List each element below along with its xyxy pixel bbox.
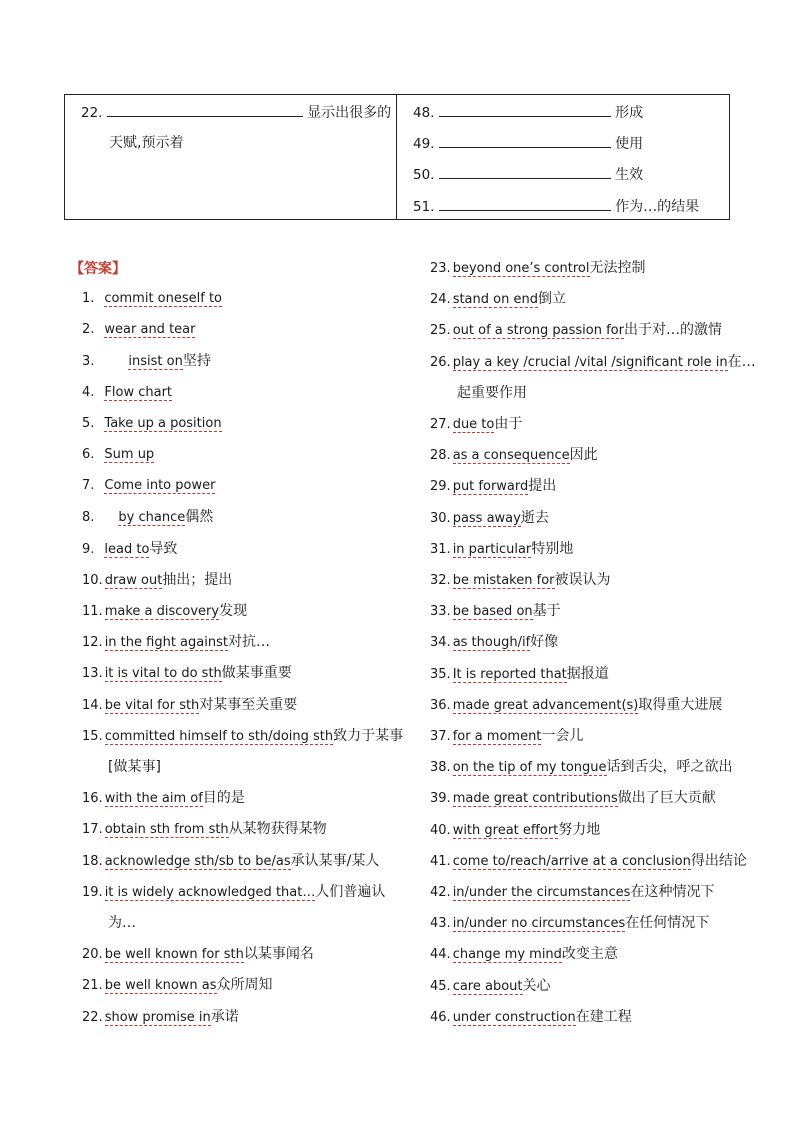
answer-phrase: as a consequence xyxy=(452,448,570,464)
answer-phrase: under construction xyxy=(452,1009,576,1025)
answer-meaning: 一会儿 xyxy=(541,728,584,744)
answer-phrase: for a moment xyxy=(452,729,542,744)
answer-number: 42. xyxy=(430,885,451,900)
answer-item xyxy=(82,664,292,683)
answer-item xyxy=(430,477,556,496)
answer-number: 30. xyxy=(430,510,451,526)
answer-item xyxy=(430,1008,632,1027)
answer-number: 33. xyxy=(430,604,451,620)
question-number: 50. xyxy=(413,167,435,183)
answer-item xyxy=(82,633,270,652)
answer-meaning: 在… xyxy=(727,353,756,370)
answer-meaning: 特别地 xyxy=(531,540,574,557)
answer-phrase: made great contributions xyxy=(452,791,618,807)
answer-phrase: draw out xyxy=(104,572,163,588)
answer-phrase: put forward xyxy=(452,479,529,495)
answer-item xyxy=(430,290,566,309)
answer-blank[interactable] xyxy=(439,103,611,117)
answer-item xyxy=(82,384,172,402)
answer-number: 32. xyxy=(430,573,451,588)
answer-item xyxy=(82,290,222,308)
answer-meaning: 倒立 xyxy=(537,291,566,308)
answer-number: 37. xyxy=(430,729,451,744)
answer-phrase: acknowledge sth/sb to be/as xyxy=(104,853,291,869)
answer-meaning: 抽出；提出 xyxy=(162,571,233,588)
answer-phrase: pass away xyxy=(452,510,521,526)
answer-meaning: 做某事重要 xyxy=(221,665,292,682)
answer-item xyxy=(430,259,646,278)
answer-phrase: commit oneself to xyxy=(104,291,223,306)
answer-phrase: be vital for sth xyxy=(104,697,200,713)
question-51 xyxy=(413,197,699,216)
answer-meaning: 为… xyxy=(108,915,136,931)
question-number: 49. xyxy=(413,136,435,152)
answer-item xyxy=(108,758,161,777)
answer-meaning: 提出 xyxy=(528,478,557,495)
answer-item xyxy=(82,415,222,433)
answer-meaning: 在建工程 xyxy=(575,1008,632,1025)
answer-number: 17. xyxy=(82,822,103,838)
answer-number: 36. xyxy=(430,697,451,713)
answer-number: 27. xyxy=(430,417,451,432)
answer-phrase: be well known as xyxy=(104,978,217,994)
answer-item xyxy=(430,602,561,621)
answer-phrase: It is reported that xyxy=(452,666,567,682)
answer-blank[interactable] xyxy=(439,197,611,211)
answer-number: 4. xyxy=(82,384,95,400)
answer-number: 45. xyxy=(430,978,451,994)
answer-phrase: due to xyxy=(452,417,495,432)
answer-phrase: in the fight against xyxy=(104,635,228,651)
answer-phrase: change my mind xyxy=(452,947,562,963)
question-text: 显示出很多的 xyxy=(307,105,392,121)
question-text: 形成 xyxy=(615,105,644,121)
answer-meaning: 偶然 xyxy=(185,509,214,526)
answer-number: 21. xyxy=(82,978,103,994)
question-table-right xyxy=(397,95,729,219)
answer-number: 25. xyxy=(430,323,451,339)
answer-item xyxy=(430,883,714,902)
answer-item xyxy=(82,727,403,746)
answer-meaning: 发现 xyxy=(219,603,248,619)
answer-number: 20. xyxy=(82,947,103,963)
answer-number: 7. xyxy=(82,478,95,494)
answer-meaning: 在这种情况下 xyxy=(630,884,715,900)
answer-phrase: committed himself to sth/doing sth xyxy=(104,728,334,744)
answer-meaning: 对某事至关重要 xyxy=(199,696,298,713)
answer-number: 16. xyxy=(82,791,103,807)
answer-phrase: care about xyxy=(452,978,523,994)
answer-meaning: 目的是 xyxy=(202,790,245,807)
answer-meaning: 据报道 xyxy=(566,665,609,682)
answer-item xyxy=(82,820,327,839)
answer-item xyxy=(430,509,549,528)
question-text: 作为…的结果 xyxy=(615,199,700,215)
answer-meaning: 在任何情况下 xyxy=(625,915,710,932)
answer-item xyxy=(82,571,232,590)
answer-item xyxy=(430,353,756,372)
answer-phrase: make a discovery xyxy=(104,604,220,619)
answer-meaning: 逝去 xyxy=(520,509,549,526)
answer-number: 6. xyxy=(82,447,95,462)
answer-meaning: 被误认为 xyxy=(554,572,611,588)
answer-item xyxy=(430,914,709,933)
answer-number: 14. xyxy=(82,697,103,713)
answer-phrase: in particular xyxy=(452,541,532,557)
answer-meaning: 得出结论 xyxy=(690,852,747,869)
answer-phrase: obtain sth from sth xyxy=(104,822,229,838)
answer-number: 19. xyxy=(82,884,103,900)
answer-meaning: 无法控制 xyxy=(589,260,646,276)
answer-item xyxy=(82,945,314,964)
answer-number: 3. xyxy=(82,354,95,370)
question-number: 48. xyxy=(413,105,435,121)
answer-item xyxy=(430,977,551,996)
answer-phrase: play a key /crucial /vital /significant role in xyxy=(452,354,728,370)
answer-number: 39. xyxy=(430,791,451,807)
answer-phrase: show promise in xyxy=(104,1009,211,1025)
answer-item xyxy=(82,1008,239,1027)
answer-number: 12. xyxy=(82,635,103,651)
answer-number: 18. xyxy=(82,853,103,869)
question-48 xyxy=(413,103,643,122)
answer-item xyxy=(457,384,527,403)
question-22 xyxy=(81,103,391,122)
answer-phrase: made great advancement(s) xyxy=(452,697,639,713)
answer-item xyxy=(430,446,598,465)
answer-item xyxy=(430,665,609,684)
answer-number: 5. xyxy=(82,415,95,431)
answer-meaning: [做某事] xyxy=(108,759,161,775)
answer-number: 2. xyxy=(82,322,95,338)
answer-meaning: 因此 xyxy=(569,447,598,464)
answer-meaning: 对抗… xyxy=(227,634,270,651)
answer-item xyxy=(82,352,211,371)
answer-meaning: 人们普遍认 xyxy=(315,883,386,900)
answer-meaning: 出于对…的激情 xyxy=(623,322,722,339)
answer-item xyxy=(82,883,385,902)
answer-item xyxy=(430,945,618,964)
answer-number: 8. xyxy=(82,510,95,526)
answer-number: 34. xyxy=(430,635,451,651)
answer-item xyxy=(82,321,195,339)
answer-phrase: wear and tear xyxy=(104,322,196,338)
answer-number: 44. xyxy=(430,947,451,963)
answer-item xyxy=(82,446,154,464)
answer-phrase: as though/if xyxy=(452,635,531,651)
answer-meaning: 致力于某事 xyxy=(333,727,404,744)
answer-phrase: Take up a position xyxy=(104,415,222,431)
answer-number: 24. xyxy=(430,292,451,308)
answer-number: 29. xyxy=(430,479,451,495)
answer-number: 41. xyxy=(430,853,451,869)
answer-meaning: 承认某事/某人 xyxy=(290,852,380,869)
answer-number: 38. xyxy=(430,760,451,776)
answer-number: 9. xyxy=(82,541,95,557)
answer-phrase: on the tip of my tongue xyxy=(452,760,607,776)
answer-number: 26. xyxy=(430,354,451,370)
answer-meaning: 努力地 xyxy=(558,821,601,838)
answer-item xyxy=(108,914,136,933)
answer-blank[interactable] xyxy=(439,134,611,148)
answer-item xyxy=(430,758,733,777)
answer-item xyxy=(430,415,522,434)
answer-phrase: be based on xyxy=(452,604,533,620)
answer-number: 15. xyxy=(82,728,103,744)
answer-number: 31. xyxy=(430,541,451,557)
question-22-continuation: 天赋,预示着 xyxy=(109,135,184,151)
answer-phrase: insist on xyxy=(128,354,183,370)
answer-number: 35. xyxy=(430,666,451,682)
answer-item xyxy=(430,789,716,808)
answer-phrase: it is widely acknowledged that… xyxy=(104,884,316,900)
answer-phrase: with the aim of xyxy=(104,791,203,807)
answer-phrase: it is vital to do sth xyxy=(104,666,222,682)
answer-phrase: in/under no circumstances xyxy=(452,916,626,932)
answer-meaning: 做出了巨大贡献 xyxy=(617,790,716,807)
answer-meaning: 关心 xyxy=(522,977,551,994)
answer-meaning: 坚持 xyxy=(182,353,211,370)
answer-number: 46. xyxy=(430,1009,451,1025)
answer-phrase: be well known for sth xyxy=(104,947,244,963)
answer-meaning: 话到舌尖，呼之欲出 xyxy=(606,759,733,776)
answer-number: 43. xyxy=(430,916,451,932)
answer-number: 10. xyxy=(82,572,103,588)
answer-meaning: 好像 xyxy=(530,634,559,651)
answer-item xyxy=(430,696,722,715)
answer-meaning: 众所周知 xyxy=(216,977,273,994)
answer-number: 28. xyxy=(430,448,451,464)
answer-phrase: out of a strong passion for xyxy=(452,323,624,339)
answers-heading: 【答案】 xyxy=(70,261,126,277)
question-50 xyxy=(413,165,643,184)
answer-item xyxy=(82,852,379,871)
answer-number: 13. xyxy=(82,666,103,682)
question-text: 生效 xyxy=(615,167,644,183)
answer-phrase: stand on end xyxy=(452,292,538,308)
answer-phrase: be mistaken for xyxy=(452,573,555,588)
question-number: 22. xyxy=(81,105,103,121)
question-49 xyxy=(413,134,643,153)
answer-meaning: 基于 xyxy=(532,603,561,620)
answer-item xyxy=(430,821,600,840)
answer-meaning: 导致 xyxy=(149,540,178,557)
answer-blank[interactable] xyxy=(439,165,611,179)
answer-phrase: Sum up xyxy=(104,447,155,462)
answer-number: 22. xyxy=(82,1009,103,1025)
answer-item xyxy=(82,508,213,527)
answer-item xyxy=(82,789,245,808)
answer-item xyxy=(430,633,558,652)
answer-phrase: lead to xyxy=(104,541,150,557)
answer-item xyxy=(430,852,747,871)
answer-item xyxy=(430,727,583,746)
question-table-left xyxy=(65,95,397,219)
question-number: 51. xyxy=(413,199,435,215)
answer-phrase: in/under the circumstances xyxy=(452,885,631,900)
answer-meaning: 由于 xyxy=(494,416,523,432)
answer-item xyxy=(82,540,177,559)
answer-meaning: 以某事闻名 xyxy=(243,946,314,963)
answer-item xyxy=(430,321,722,340)
answer-meaning: 承诺 xyxy=(210,1008,239,1025)
answer-item xyxy=(82,696,297,715)
answer-meaning: 从某物获得某物 xyxy=(228,821,327,838)
answer-phrase: come to/reach/arrive at a conclusion xyxy=(452,853,691,869)
answer-meaning: 起重要作用 xyxy=(457,384,527,401)
answer-blank[interactable] xyxy=(107,103,303,117)
answer-number: 40. xyxy=(430,822,451,838)
answer-phrase: Come into power xyxy=(104,478,216,494)
question-table xyxy=(64,94,730,220)
answer-number: 1. xyxy=(82,291,95,306)
answer-item xyxy=(82,976,273,995)
answer-phrase: beyond one’s control xyxy=(452,261,590,276)
answer-phrase: Flow chart xyxy=(104,384,173,400)
answer-number: 23. xyxy=(430,261,451,276)
answer-item xyxy=(82,602,247,621)
answer-item xyxy=(82,477,215,495)
answer-meaning: 改变主意 xyxy=(561,946,618,963)
answer-item xyxy=(430,571,611,590)
answer-phrase: with great effort xyxy=(452,822,559,838)
answer-phrase: by chance xyxy=(118,510,186,526)
answer-meaning: 取得重大进展 xyxy=(638,696,723,713)
answer-item xyxy=(430,540,573,559)
answer-number: 11. xyxy=(82,604,103,619)
question-text: 使用 xyxy=(615,136,644,152)
